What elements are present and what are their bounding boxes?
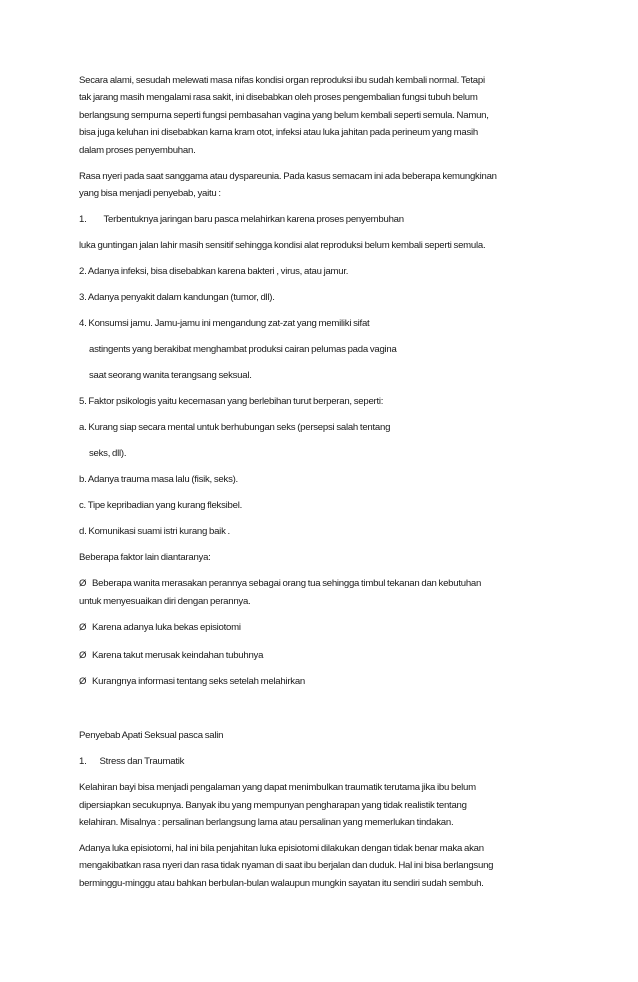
- list-text: Stress dan Traumatik: [99, 756, 185, 767]
- list-item-1: [79, 214, 404, 226]
- sub-item-c: c. Tipe kepribadian yang kurang fleksibel.: [79, 500, 242, 511]
- sub-item-a-continuation: seks, dll).: [89, 448, 127, 459]
- bullet-text: Karena takut merusak keindahan tubuhnya: [92, 650, 264, 661]
- paragraph-line: dipersiapkan secukupnya. Banyak ibu yang mempunyan pengharapan yang tidak realistik tentang: [79, 800, 467, 811]
- list-item-5: 5. Faktor psikologis yaitu kecemasan yang berlebihan turut berperan, seperti:: [79, 396, 384, 407]
- bullet-item-3: [79, 650, 263, 662]
- paragraph-line: Rasa nyeri pada saat sanggama atau dyspareunia. Pada kasus semacam ini ada beberapa kemungkinan: [79, 171, 497, 182]
- bullet-text: Karena adanya luka bekas episiotomi: [92, 622, 241, 633]
- paragraph-line: Kelahiran bayi bisa menjadi pengalaman yang dapat menimbulkan traumatik terutama jika ibu belum: [79, 782, 476, 793]
- factors-intro: Beberapa faktor lain diantaranya:: [79, 552, 211, 563]
- arrow-bullet-icon: Ø: [79, 622, 87, 633]
- list-number: 1.: [79, 214, 87, 225]
- bullet-text: Beberapa wanita merasakan perannya sebagai orang tua sehingga timbul tekanan dan kebutuhan: [92, 578, 482, 589]
- bullet-item-2: [79, 622, 241, 634]
- paragraph-line: Adanya luka episiotomi, hal ini bila penjahitan luka episiotomi dilakukan dengan tidak benar maka akan: [79, 843, 484, 854]
- list-item-3: 3. Adanya penyakit dalam kandungan (tumor, dll).: [79, 292, 275, 303]
- bullet-item-4: [79, 676, 305, 688]
- list-item-4-continuation: saat seorang wanita terangsang seksual.: [89, 370, 252, 381]
- paragraph-line: kelahiran. Misalnya : persalinan berlangsung lama atau persalinan yang memerlukan tindakan.: [79, 817, 454, 828]
- bullet-text: Kurangnya informasi tentang seks setelah melahirkan: [92, 676, 305, 687]
- list-item-2: 2. Adanya infeksi, bisa disebabkan karena bakteri , virus, atau jamur.: [79, 266, 349, 277]
- bullet-item-1-continuation: untuk menyesuaikan diri dengan perannya.: [79, 596, 251, 607]
- sub-item-a: a. Kurang siap secara mental untuk berhubungan seks (persepsi salah tentang: [79, 422, 391, 433]
- list-item-1-continuation: luka guntingan jalan lahir masih sensitif sehingga kondisi alat reproduksi belum kembali seperti semula.: [79, 240, 486, 251]
- paragraph-line: Secara alami, sesudah melewati masa nifas kondisi organ reproduksi ibu sudah kembali normal. Tetapi: [79, 75, 485, 86]
- list-item-4-continuation: astingents yang berakibat menghambat produksi cairan pelumas pada vagina: [89, 344, 397, 355]
- paragraph-line: mengakibatkan rasa nyeri dan rasa tidak nyaman di saat ibu berjalan dan duduk. Hal ini bisa berlangsung: [79, 860, 494, 871]
- sub-item-d: d. Komunikasi suami istri kurang baik .: [79, 526, 230, 537]
- paragraph-line: yang bisa menjadi penyebab, yaitu :: [79, 188, 221, 199]
- arrow-bullet-icon: Ø: [79, 650, 87, 661]
- paragraph-line: bisa juga keluhan ini disebabkan karna kram otot, infeksi atau luka jahitan pada perineum yang masih: [79, 127, 478, 138]
- arrow-bullet-icon: Ø: [79, 676, 87, 687]
- list-number: 1.: [79, 756, 87, 767]
- sub-item-b: b. Adanya trauma masa lalu (fisik, seks).: [79, 474, 238, 485]
- list-text: Terbentuknya jaringan baru pasca melahirkan karena proses penyembuhan: [103, 214, 404, 225]
- section-heading: Penyebab Apati Seksual pasca salin: [79, 730, 224, 741]
- paragraph-line: berlangsung sempurna seperti fungsi pembasahan vagina yang belum kembali seperti semula. Namun,: [79, 110, 489, 121]
- list-item-4: 4. Konsumsi jamu. Jamu-jamu ini mengandung zat-zat yang memiliki sifat: [79, 318, 370, 329]
- paragraph-line: dalam proses penyembuhan.: [79, 145, 196, 156]
- section-list-item-1: [79, 756, 184, 768]
- bullet-item-1: [79, 578, 481, 590]
- paragraph-line: berminggu-minggu atau bahkan berbulan-bulan walaupun mungkin sayatan itu sendiri sudah sembuh.: [79, 878, 484, 889]
- paragraph-line: tak jarang masih mengalami rasa sakit, ini disebabkan oleh proses pengembalian fungsi tubuh belum: [79, 92, 478, 103]
- arrow-bullet-icon: Ø: [79, 578, 87, 589]
